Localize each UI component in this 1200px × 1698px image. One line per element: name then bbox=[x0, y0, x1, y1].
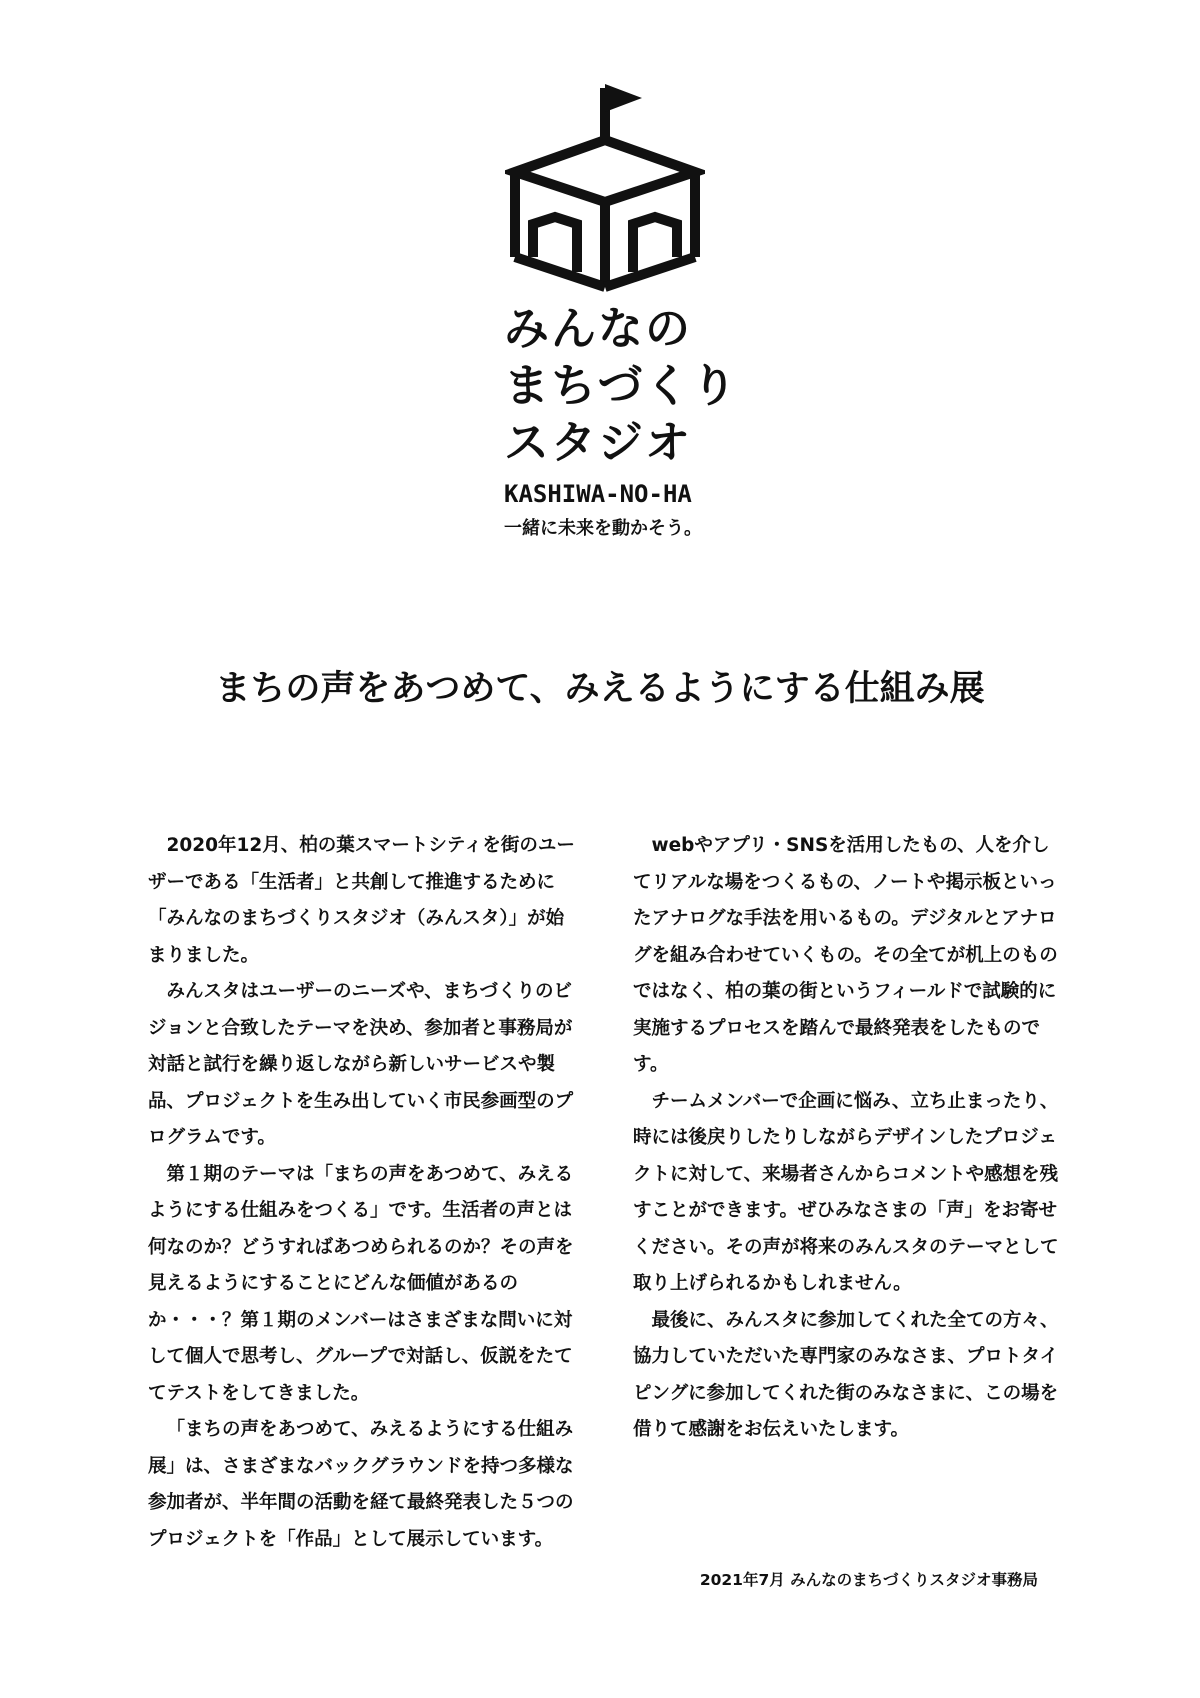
right-column bbox=[633, 828, 1063, 1449]
logo-line-1: みんなの bbox=[504, 302, 693, 355]
signature: 2021年7月 みんなのまちづくりスタジオ事務局 bbox=[699, 1571, 1038, 1589]
logo-line-2: まちづくり bbox=[504, 359, 739, 412]
logo-tagline: 一緒に未来を動かそう。 bbox=[504, 518, 702, 539]
right-paragraph-3: 最後に、みんスタに参加してくれた全ての方々、協力していただいた専門家のみなさま、プロトタイピングに参加してくれた街のみなさまに、この場を借りて感謝をお伝えいたします。 bbox=[633, 1309, 1059, 1440]
right-paragraph-2: チームメンバーで企画に悩み、立ち止まったり、時には後戻りしたりしながらデザインしたプロジェクトに対して、来場者さんからコメントや感想を残すことができます。ぜひみなさまの「声」をお寄せください。その声が将来のみんスタのテーマとして取り上げられるかもしれません。 bbox=[633, 1090, 1059, 1294]
logo-wordmark bbox=[504, 300, 739, 543]
left-paragraph-4: 「まちの声をあつめて、みえるようにする仕組み展」は、さまざまなバックグラウンドを持つ多様な参加者が、半年間の活動を経て最終発表した５つのプロジェクトを「作品」として展示しています。 bbox=[148, 1419, 574, 1550]
right-paragraph-1: webやアプリ・SNSを活用したもの、人を介してリアルな場をつくるもの、ノートや掲示板といったアナログな手法を用いるもの。デジタルとアナログを組み合わせていくもの。その全てが机上のものではなく、柏の葉の街というフィールドで試験的に実施するプロセスを踏んで最終発表をしたものです。 bbox=[633, 835, 1058, 1075]
left-paragraph-1: 2020年12月、柏の葉スマートシティを街のユーザーである「生活者」と共創して推進するために「みんなのまちづくりスタジオ（みんスタ）」が始まりました。 bbox=[148, 835, 575, 966]
left-column bbox=[148, 828, 578, 1558]
house-with-flag-logo-icon bbox=[505, 82, 705, 294]
page-title: まちの声をあつめて、みえるようにする仕組み展 bbox=[215, 669, 985, 709]
logo-english-name: KASHIWA-NO-HA bbox=[504, 480, 692, 508]
left-paragraph-2: みんスタはユーザーのニーズや、まちづくりのビジョンと合致したテーマを決め、参加者と事務局が対話と試行を繰り返しながら新しいサービスや製品、プロジェクトを生み出していく市民参画型のプログラムです。 bbox=[148, 981, 574, 1148]
logo-line-3: スタジオ bbox=[504, 416, 693, 469]
left-paragraph-3: 第１期のテーマは「まちの声をあつめて、みえるようにする仕組みをつくる」です。生活者の声とは何なのか？どうすればあつめられるのか？その声を見えるようにすることにどんな価値があるのか・・・？第１期のメンバーはさまざまな問いに対して個人で思考し、グループで対話し、仮説をたててテストをしてきました。 bbox=[148, 1163, 574, 1404]
